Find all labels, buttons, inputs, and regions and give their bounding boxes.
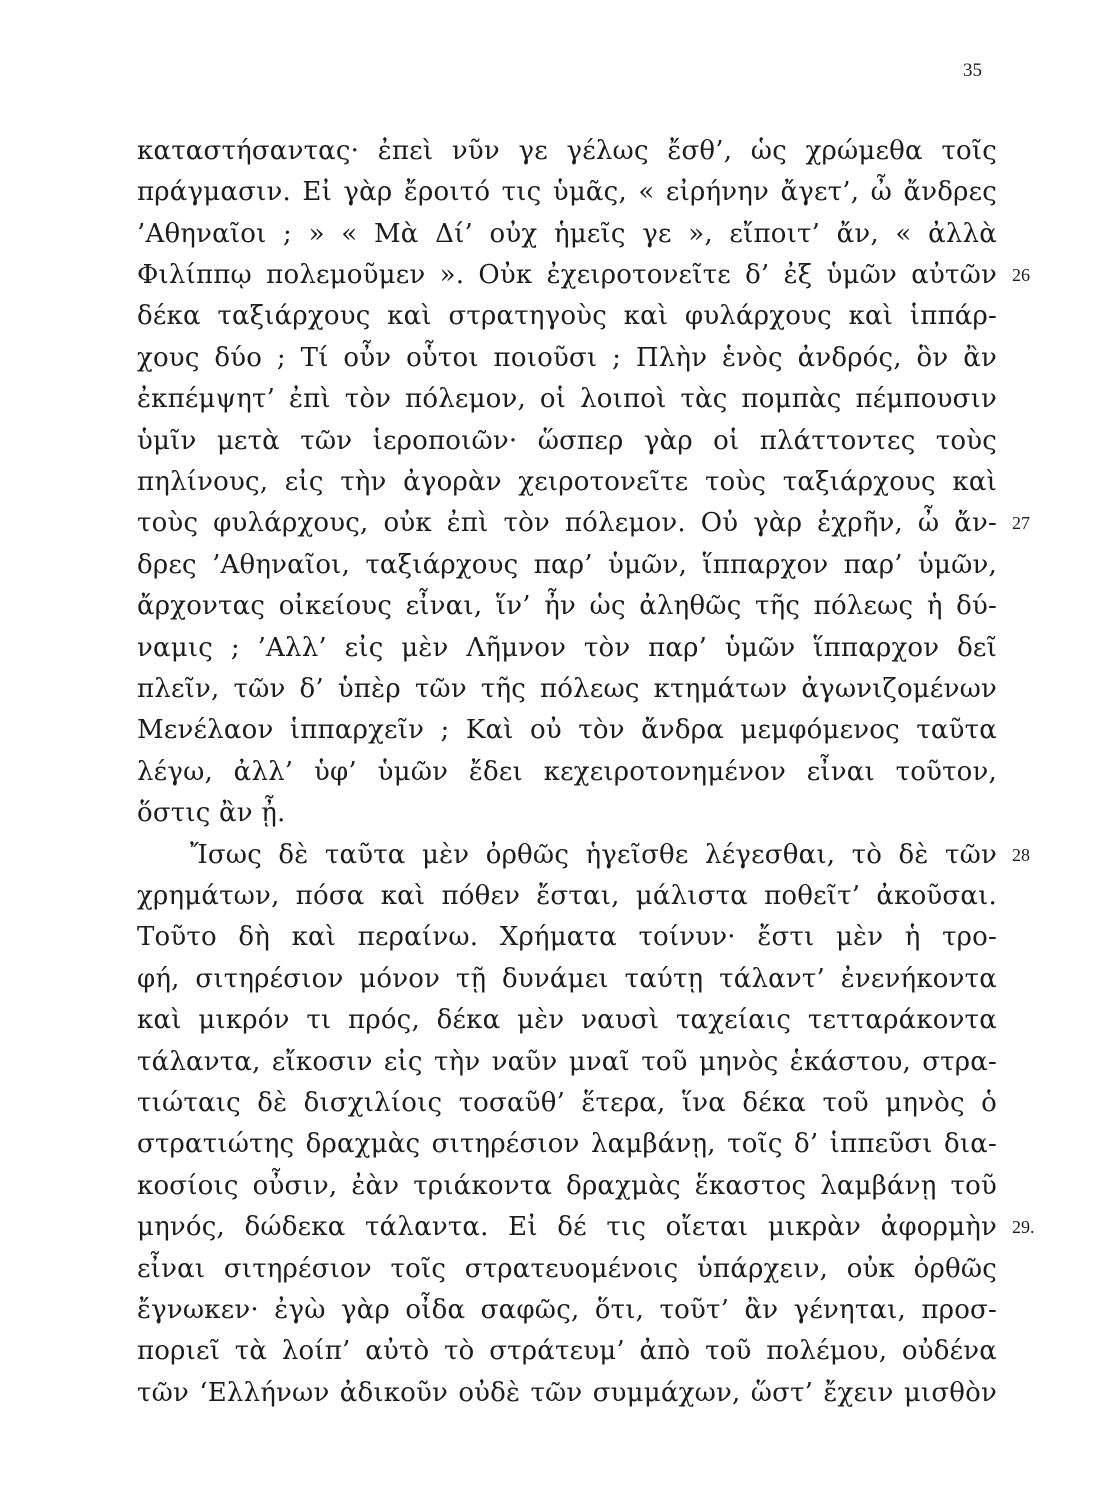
text-line: ἐκπέμψητ’ ἐπὶ τὸν πόλεμον, οἱ λοιποὶ τὰς πομπὰς πέμπουσιν xyxy=(137,384,997,414)
section-number: 27 xyxy=(1012,513,1030,533)
text-line: ναμις ; ’Αλλ’ εἰς μὲν Λῆμνον τὸν παρ’ ὑμῶν ἵππαρχον δεῖ xyxy=(137,633,997,663)
text-line: χους δύο ; Τί οὖν οὗτοι ποιοῦσι ; Πλὴν ἑνὸς ἀνδρός, ὃν ἂν xyxy=(137,343,997,373)
text-line: εἶναι σιτηρέσιον τοῖς στρατευομένοις ὑπάρχειν, οὐκ ὀρθῶς xyxy=(137,1254,997,1284)
text-line: ’Αθηναῖοι ; » « Μὰ Δί’ οὐχ ἡμεῖς γε », εἴποιτ’ ἄν, « ἀλλὰ xyxy=(137,219,997,249)
text-line: δέκα ταξιάρχους καὶ στρατηγοὺς καὶ φυλάρχους καὶ ἱππάρ- xyxy=(137,301,997,331)
text-line: μηνός, δώδεκα τάλαντα. Εἰ δέ τις οἴεται μικρὰν ἀφορμὴν xyxy=(137,1212,997,1242)
section-number: 28 xyxy=(1012,845,1030,865)
section-number: 29. xyxy=(1012,1217,1035,1237)
text-line: Φιλίππῳ πολεμοῦμεν ». Οὐκ ἐχειροτονεῖτε δ’ ἐξ ὑμῶν αὐτῶν xyxy=(137,260,997,290)
text-line: ἔγνωκεν· ἐγὼ γὰρ οἶδα σαφῶς, ὅτι, τοῦτ’ ἂν γένηται, προσ- xyxy=(137,1295,997,1325)
text-line: φή, σιτηρέσιον μόνον τῇ δυνάμει ταύτῃ τάλαντ’ ἐνενήκοντα xyxy=(137,964,997,994)
text-line: τιώταις δὲ δισχιλίοις τοσαῦθ’ ἕτερα, ἵνα δέκα τοῦ μηνὸς ὁ xyxy=(137,1088,997,1118)
text-line: πράγμασιν. Εἰ γὰρ ἔροιτό τις ὑμᾶς, « εἰρήνην ἄγετ’, ὦ ἄνδρες xyxy=(137,177,997,207)
text-line: λέγω, ἀλλ’ ὑφ’ ὑμῶν ἔδει κεχειροτονημένον εἶναι τοῦτον, xyxy=(137,757,997,787)
text-line: ποριεῖ τὰ λοίπ’ αὐτὸ τὸ στράτευμ’ ἀπὸ τοῦ πολέμου, οὐδένα xyxy=(137,1336,997,1366)
text-line: πηλίνους, εἰς τὴν ἀγορὰν χειροτονεῖτε τοὺς ταξιάρχους καὶ xyxy=(137,467,997,497)
text-line: ὑμῖν μετὰ τῶν ἱεροποιῶν· ὥσπερ γὰρ οἱ πλάττοντες τοὺς xyxy=(137,426,997,456)
text-line: τοὺς φυλάρχους, οὐκ ἐπὶ τὸν πόλεμον. Οὐ γὰρ ἐχρῆν, ὦ ἄν- xyxy=(137,508,997,538)
section-number: 26 xyxy=(1012,265,1030,285)
text-line: κοσίοις οὖσιν, ἐὰν τριάκοντα δραχμὰς ἕκαστος λαμβάνῃ τοῦ xyxy=(137,1171,997,1201)
text-line: στρατιώτης δραχμὰς σιτηρέσιον λαμβάνῃ, τοῖς δ’ ἱππεῦσι δια- xyxy=(137,1129,997,1159)
text-line: δρες ’Αθηναῖοι, ταξιάρχους παρ’ ὑμῶν, ἵππαρχον παρ’ ὑμῶν, xyxy=(137,550,997,580)
text-line: Ἴσως δὲ ταῦτα μὲν ὀρθῶς ἡγεῖσθε λέγεσθαι, τὸ δὲ τῶν xyxy=(190,840,997,870)
text-line: Μενέλαον ἱππαρχεῖν ; Καὶ οὐ τὸν ἄνδρα μεμφόμενος ταῦτα xyxy=(137,715,997,745)
text-line: πλεῖν, τῶν δ’ ὑπὲρ τῶν τῆς πόλεως κτημάτων ἀγωνιζομένων xyxy=(137,674,997,704)
text-line: τάλαντα, εἴκοσιν εἰς τὴν ναῦν μναῖ τοῦ μηνὸς ἑκάστου, στρα- xyxy=(137,1047,997,1077)
text-line: ἄρχοντας οἰκείους εἶναι, ἵν’ ἦν ὡς ἀληθῶς τῆς πόλεως ἡ δύ- xyxy=(137,591,997,621)
text-line: ὅστις ἂν ᾖ. xyxy=(137,798,286,828)
text-line: χρημάτων, πόσα καὶ πόθεν ἔσται, μάλιστα ποθεῖτ’ ἀκοῦσαι. xyxy=(137,881,997,911)
text-line: Τοῦτο δὴ καὶ περαίνω. Χρήματα τοίνυν· ἔστι μὲν ἡ τρο- xyxy=(137,922,997,952)
text-line: καὶ μικρόν τι πρός, δέκα μὲν ναυσὶ ταχείαις τετταράκοντα xyxy=(137,1005,997,1035)
text-line: καταστήσαντας· ἐπεὶ νῦν γε γέλως ἔσθ’, ὡς χρώμεθα τοῖς xyxy=(137,136,997,166)
text-line: τῶν ‘Ελλήνων ἀδικοῦν οὐδὲ τῶν συμμάχων, ὥστ’ ἔχειν μισθὸν xyxy=(137,1378,997,1408)
page-number: 35 xyxy=(963,60,982,81)
